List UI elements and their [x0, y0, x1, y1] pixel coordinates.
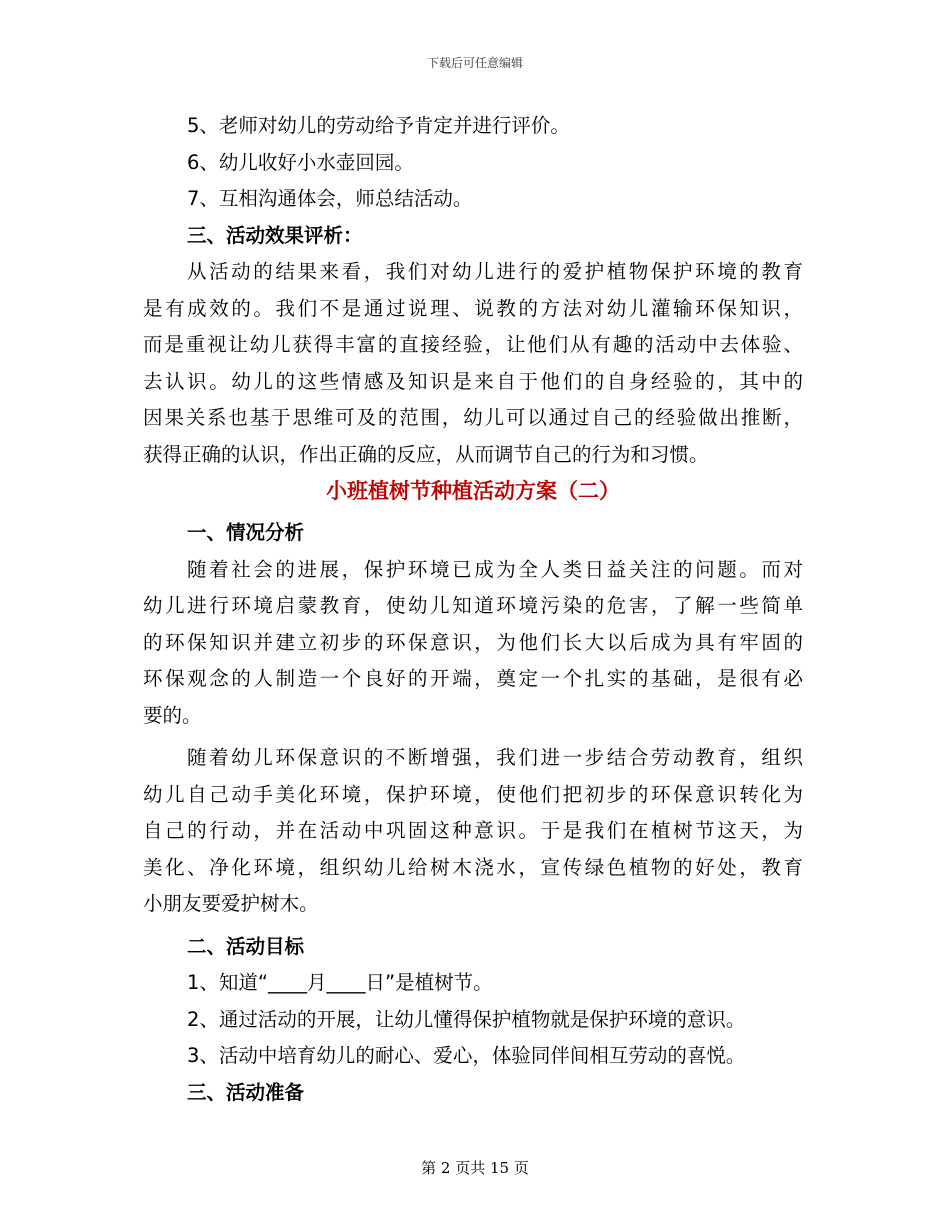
text-line: 6、幼儿收好小水壶回园。 [187, 150, 414, 174]
text-line: 随着社会的进展，保护环境已成为全人类日益关注的问题。而对 [187, 557, 803, 581]
page-header-note: 下载后可任意编辑 [426, 56, 523, 70]
text-line: 去认识。幼儿的这些情感及知识是来自于他们的自身经验的，其中的 [143, 369, 803, 393]
text-line: 2、通过活动的开展，让幼儿懂得保护植物就是保护环境的意识。 [187, 1007, 746, 1031]
text-line: 因果关系也基于思维可及的范围，幼儿可以通过自己的经验做出推断， [143, 406, 803, 429]
section-heading: 三、活动准备 [187, 1080, 305, 1104]
section-heading: 二、活动目标 [187, 934, 305, 958]
section-heading: 一、情况分析 [187, 521, 305, 544]
text-line: 自己的行动，并在活动中巩固这种意识。于是我们在植树节这天，为 [143, 819, 803, 842]
text-line: 幼儿自己动手美化环境，保护环境，使他们把初步的环保意识转化为 [143, 782, 803, 806]
section-title: 小班植树节种植活动方案（二） [326, 479, 620, 503]
section-heading: 三、活动效果评析： [187, 223, 363, 247]
text-line: 5、老师对幼儿的劳动给予肯定并进行评价。 [187, 114, 570, 137]
text-line: 随着幼儿环保意识的不断增强，我们进一步结合劳动教育，组织 [187, 746, 803, 769]
document-body [143, 108, 803, 1111]
text-line: 的环保知识并建立初步的环保意识，为他们长大以后成为具有牢固的 [143, 630, 803, 654]
text-line: 要的。 [143, 703, 202, 727]
text-line: 获得正确的认识，作出正确的反应，从而调节自己的行为和习惯。 [143, 442, 709, 466]
text-line: 是有成效的。我们不是通过说理、说教的方法对幼儿灌输环保知识， [143, 296, 803, 320]
text-line: 而是重视让幼儿获得丰富的直接经验，让他们从有趣的活动中去体验、 [143, 333, 803, 356]
text-line: 幼儿进行环境启蒙教育，使幼儿知道环境污染的危害，了解一些简单 [143, 594, 803, 617]
page-footer: 第 2 页共 15 页 [421, 1159, 529, 1177]
text-line: 环保观念的人制造一个良好的开端，奠定一个扎实的基础，是很有必 [143, 667, 803, 690]
text-line: 美化、净化环境，组织幼儿给树木浇水，宣传绿色植物的好处，教育 [143, 855, 803, 879]
text-line: 从活动的结果来看，我们对幼儿进行的爱护植物保护环境的教育 [187, 260, 803, 283]
text-line: 7、互相沟通体会，师总结活动。 [187, 187, 473, 210]
text-line: 1、知道“____月____日”是植树节。 [187, 971, 493, 994]
text-line: 3、活动中培育幼儿的耐心、爱心，体验同伴间相互劳动的喜悦。 [187, 1044, 746, 1067]
text-line: 小朋友要爱护树木。 [143, 892, 319, 915]
